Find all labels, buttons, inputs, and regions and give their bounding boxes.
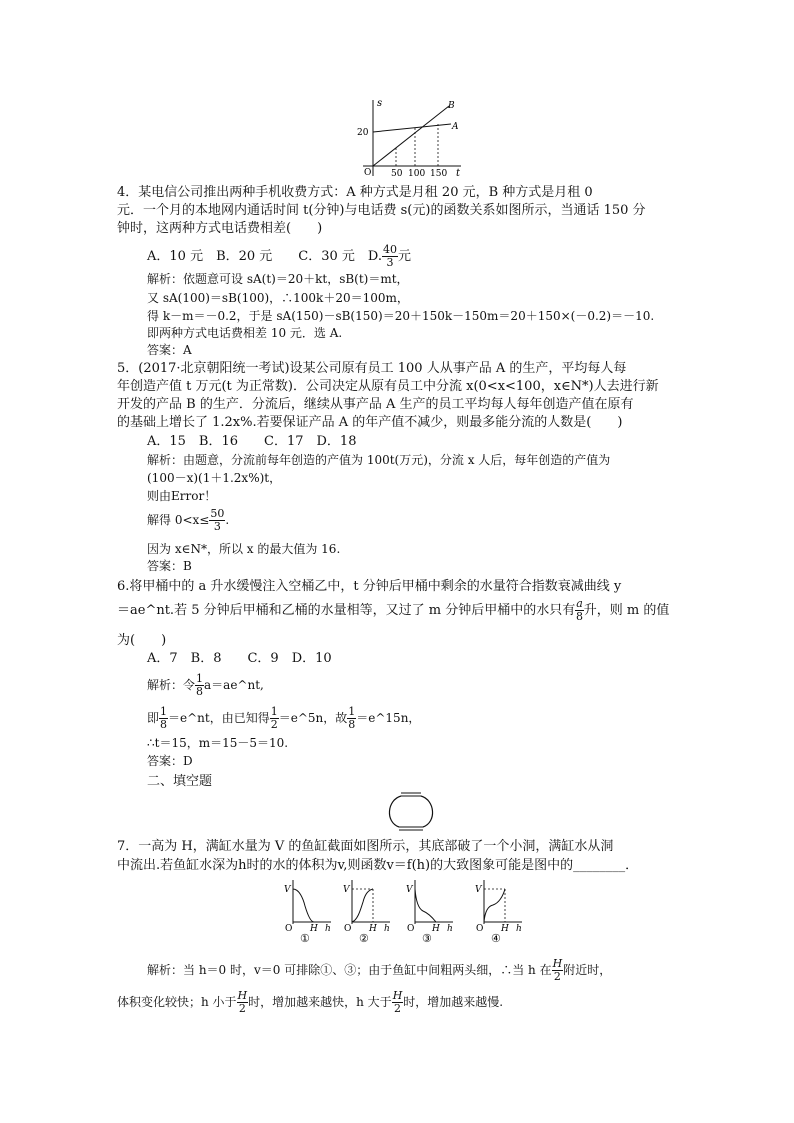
q4-graph [355,96,465,180]
q5-solution-4-suffix: . [225,513,230,527]
q7-solution-2-b: 时，增加越来越快，h 大于 [248,995,392,1009]
q7-graph-label-1: ① [300,932,310,944]
q6-solution-2-num-1: 1 [160,705,168,718]
q6-solution-1-fraction [195,673,204,698]
q6-solution-3: ∴t＝15，m＝15－5＝10. [147,736,289,750]
q7-solution-2 [117,990,503,1015]
q4-x-tick-100: 100 [408,169,426,179]
q5-line-4: 的基础上增长了 1.2x%.若要保证产品 A 的年产值不减少，则最多能分流的人数是( ) [117,415,623,430]
q7-graph-1 [283,876,333,944]
q7g1-v-label: V [284,885,291,895]
q7-solution-2-num-2: H [392,989,403,1002]
q5-solution-4-num: 50 [210,507,225,520]
q5-answer: 答案：B [147,559,192,573]
q7g2-curve [352,889,373,922]
q7g4-hh-label: h [516,924,522,934]
q7-solution-1-suffix: 附近时， [563,963,612,977]
q6-solution-2-num-3: 1 [348,705,356,718]
q5-line-1: 5．(2017·北京朝阳统一考试)设某公司原有员工 100 人从事产品 A 的生产，平均每人每 [117,361,627,376]
q6-options: A．7 B．8 C．9 D．10 [147,651,332,666]
q4-line-a [373,124,451,132]
q7-graph-label-3: ③ [422,932,432,944]
q5-solution-2: (100－x)(1＋1.2x%)t， [147,471,282,485]
q6-solution-1-num: 1 [196,672,204,685]
q6-solution-1 [147,673,264,698]
q6-answer: 答案：D [147,754,193,768]
q7g3-h-label: H [432,924,440,934]
q5-solution-4-den: 3 [213,520,221,533]
q6-solution-2-d: ＝e^15n， [356,711,421,725]
q5-solution-4-prefix: 解得 0<x≤ [147,513,210,527]
q7-solution-2-den-1: 2 [238,1002,246,1015]
q7-graph-label-4: ④ [491,932,501,944]
q7-graph-label-2: ② [359,932,369,944]
q4-y-label: s [377,98,383,109]
q7g4-h-label: H [501,924,509,934]
q6-line-2-prefix: ＝ae^nt.若 5 分钟后甲桶和乙桶的水量相等，又过了 m 分钟后甲桶中的水只有 [117,603,576,618]
q4-line-3: 钟时，这两种方式电话费相差( ) [117,221,323,236]
q5-solution-5: 因为 x∈N*，所以 x 的最大值为 16. [147,542,341,556]
q7g1-origin: O [285,924,293,934]
q7g2-h-label: H [369,924,377,934]
q6-solution-1-prefix: 解析：令 [147,678,196,692]
q6-line-2-num: a [576,597,583,610]
q5-solution-4 [147,508,229,533]
q7-graph-4 [474,876,524,944]
q6-solution-2-fraction-1 [159,706,168,731]
q6-solution-2-a: 即 [147,711,160,725]
q7-solution-2-fraction-2 [392,990,404,1015]
q7g1-hh-label: h [325,924,331,934]
q4-solution-3: 得 k－m＝－0.2，于是 sA(150)－sB(150)＝20＋150k－150m＝20＋150×(－0.2)＝－10. [147,309,655,323]
q5-solution-4-fraction [209,508,225,533]
q6-solution-2-den-1: 8 [160,718,168,731]
q7g2-origin: O [344,924,352,934]
q6-solution-2-b: ＝e^nt，由已知得 [168,711,270,725]
q7-solution-2-a: 体积变化较快；h 小于 [117,995,237,1009]
q6-solution-2 [147,706,420,731]
q4-answer: 答案：A [147,343,192,357]
fish-tank-figure [383,790,439,832]
q7g2-v-label: V [343,885,350,895]
q6-solution-2-den-3: 8 [348,718,356,731]
q7-solution-2-den-2: 2 [393,1002,401,1015]
q4-line-2: 元．一个月的本地网内通话时间 t(分钟)与电话费 s(元)的函数关系如图所示，当通话 150 分 [117,203,646,218]
q6-solution-2-num-2: 1 [270,705,278,718]
q4-line-1: 4．某电信公司推出两种手机收费方式：A 种方式是月租 20 元，B 种方式是月租 0 [117,185,593,200]
q4-solution-2: 又 sA(100)＝sB(100)，∴100k＋20＝100m， [147,291,409,305]
q7-solution-1-fraction [552,958,564,983]
q6-solution-2-fraction-2 [270,706,279,731]
q7g4-origin: O [476,924,484,934]
q7g3-curve [415,889,436,922]
q5-line-3: 开发的产品 B 的生产．分流后，继续从事产品 A 生产的员工平均每人每年创造产值在原有 [117,397,634,412]
q7-solution-2-c: 时，增加越来越慢. [403,995,504,1009]
q7-graph-3 [405,876,455,944]
q4-y-tick: 20 [357,128,369,138]
q4-origin: O [364,168,372,178]
q6-line-2-suffix: 升，则 m 的值 [583,603,670,618]
q6-solution-2-fraction-3 [347,706,356,731]
section-heading: 二、填空题 [147,774,213,789]
q7g3-v-label: V [406,885,413,895]
q4-option-d-fraction [382,244,398,269]
q6-solution-2-c: ＝e^5n，故 [278,711,348,725]
q4-x-label: t [456,168,461,179]
q6-solution-1-suffix: a＝ae^nt, [204,678,264,692]
q6-line-1: 6.将甲桶中的 a 升水缓慢注入空桶乙中，t 分钟后甲桶中剩余的水量符合指数衰减曲线 y [117,579,622,594]
q7g4-curve [484,889,505,922]
tank-body [389,796,432,827]
q7-solution-1 [147,958,611,983]
q7-line-1: 7．一高为 H，满缸水量为 V 的鱼缸截面如图所示，其底部破了一个小洞，满缸水从洞 [117,839,614,854]
q7g4-v-label: V [475,885,482,895]
q4-x-tick-150: 150 [430,169,448,179]
q4-line-a-label: A [452,122,459,132]
q5-solution-1: 解析：由题意，分流前每年创造的产值为 100t(万元)，分流 x 人后，每年创造的产值为 [147,453,611,467]
q7-solution-1-den: 2 [553,970,561,983]
q4-line-b-label: B [448,101,455,111]
q4-option-d-num: 40 [383,243,398,256]
q6-line-2 [117,598,669,623]
q4-x-tick-50: 50 [391,169,403,179]
q6-line-3: 为( ) [117,633,167,648]
q7-line-2: 中流出.若鱼缸水深为h时的水的体积为v,则函数v＝f(h)的大致图象可能是图中的________． [117,858,639,873]
q7g1-h-label: H [310,924,318,934]
q7g3-hh-label: h [447,924,453,934]
q6-line-2-fraction [575,598,584,623]
q5-options: A．15 B．16 C．17 D．18 [147,434,357,449]
q5-solution-3: 则由Error！ [147,489,217,503]
q4-solution-1: 解析：依题意可设 sA(t)＝20＋kt，sB(t)＝mt， [147,272,409,286]
q7g1-curve [293,889,314,922]
q4-options [147,244,411,269]
q4-solution-4: 即两种方式电话费相差 10 元．选 A. [147,326,343,340]
q7-solution-1-num: H [552,957,563,970]
q6-line-2-den: 8 [575,610,583,623]
q7-solution-2-fraction-1 [237,990,249,1015]
q4-option-d-unit: 元 [398,249,412,264]
q4-options-text: A．10 元 B．20 元 C．30 元 D. [147,249,383,264]
q6-solution-1-den: 8 [196,685,204,698]
q7-graph-2 [342,876,392,944]
q5-line-2: 年创造产值 t 万元(t 为正常数)．公司决定从原有员工中分流 x(0<x<100，x∈N*)人去进行新 [117,379,659,394]
q7g3-origin: O [407,924,415,934]
q7-solution-2-num-1: H [237,989,248,1002]
q7g2-hh-label: h [384,924,390,934]
q6-solution-2-den-2: 2 [270,718,278,731]
q7-solution-1-prefix: 解析：当 h＝0 时，v＝0 可排除①、③；由于鱼缸中间粗两头细，∴当 h 在 [147,963,552,977]
q4-option-d-den: 3 [386,256,394,269]
